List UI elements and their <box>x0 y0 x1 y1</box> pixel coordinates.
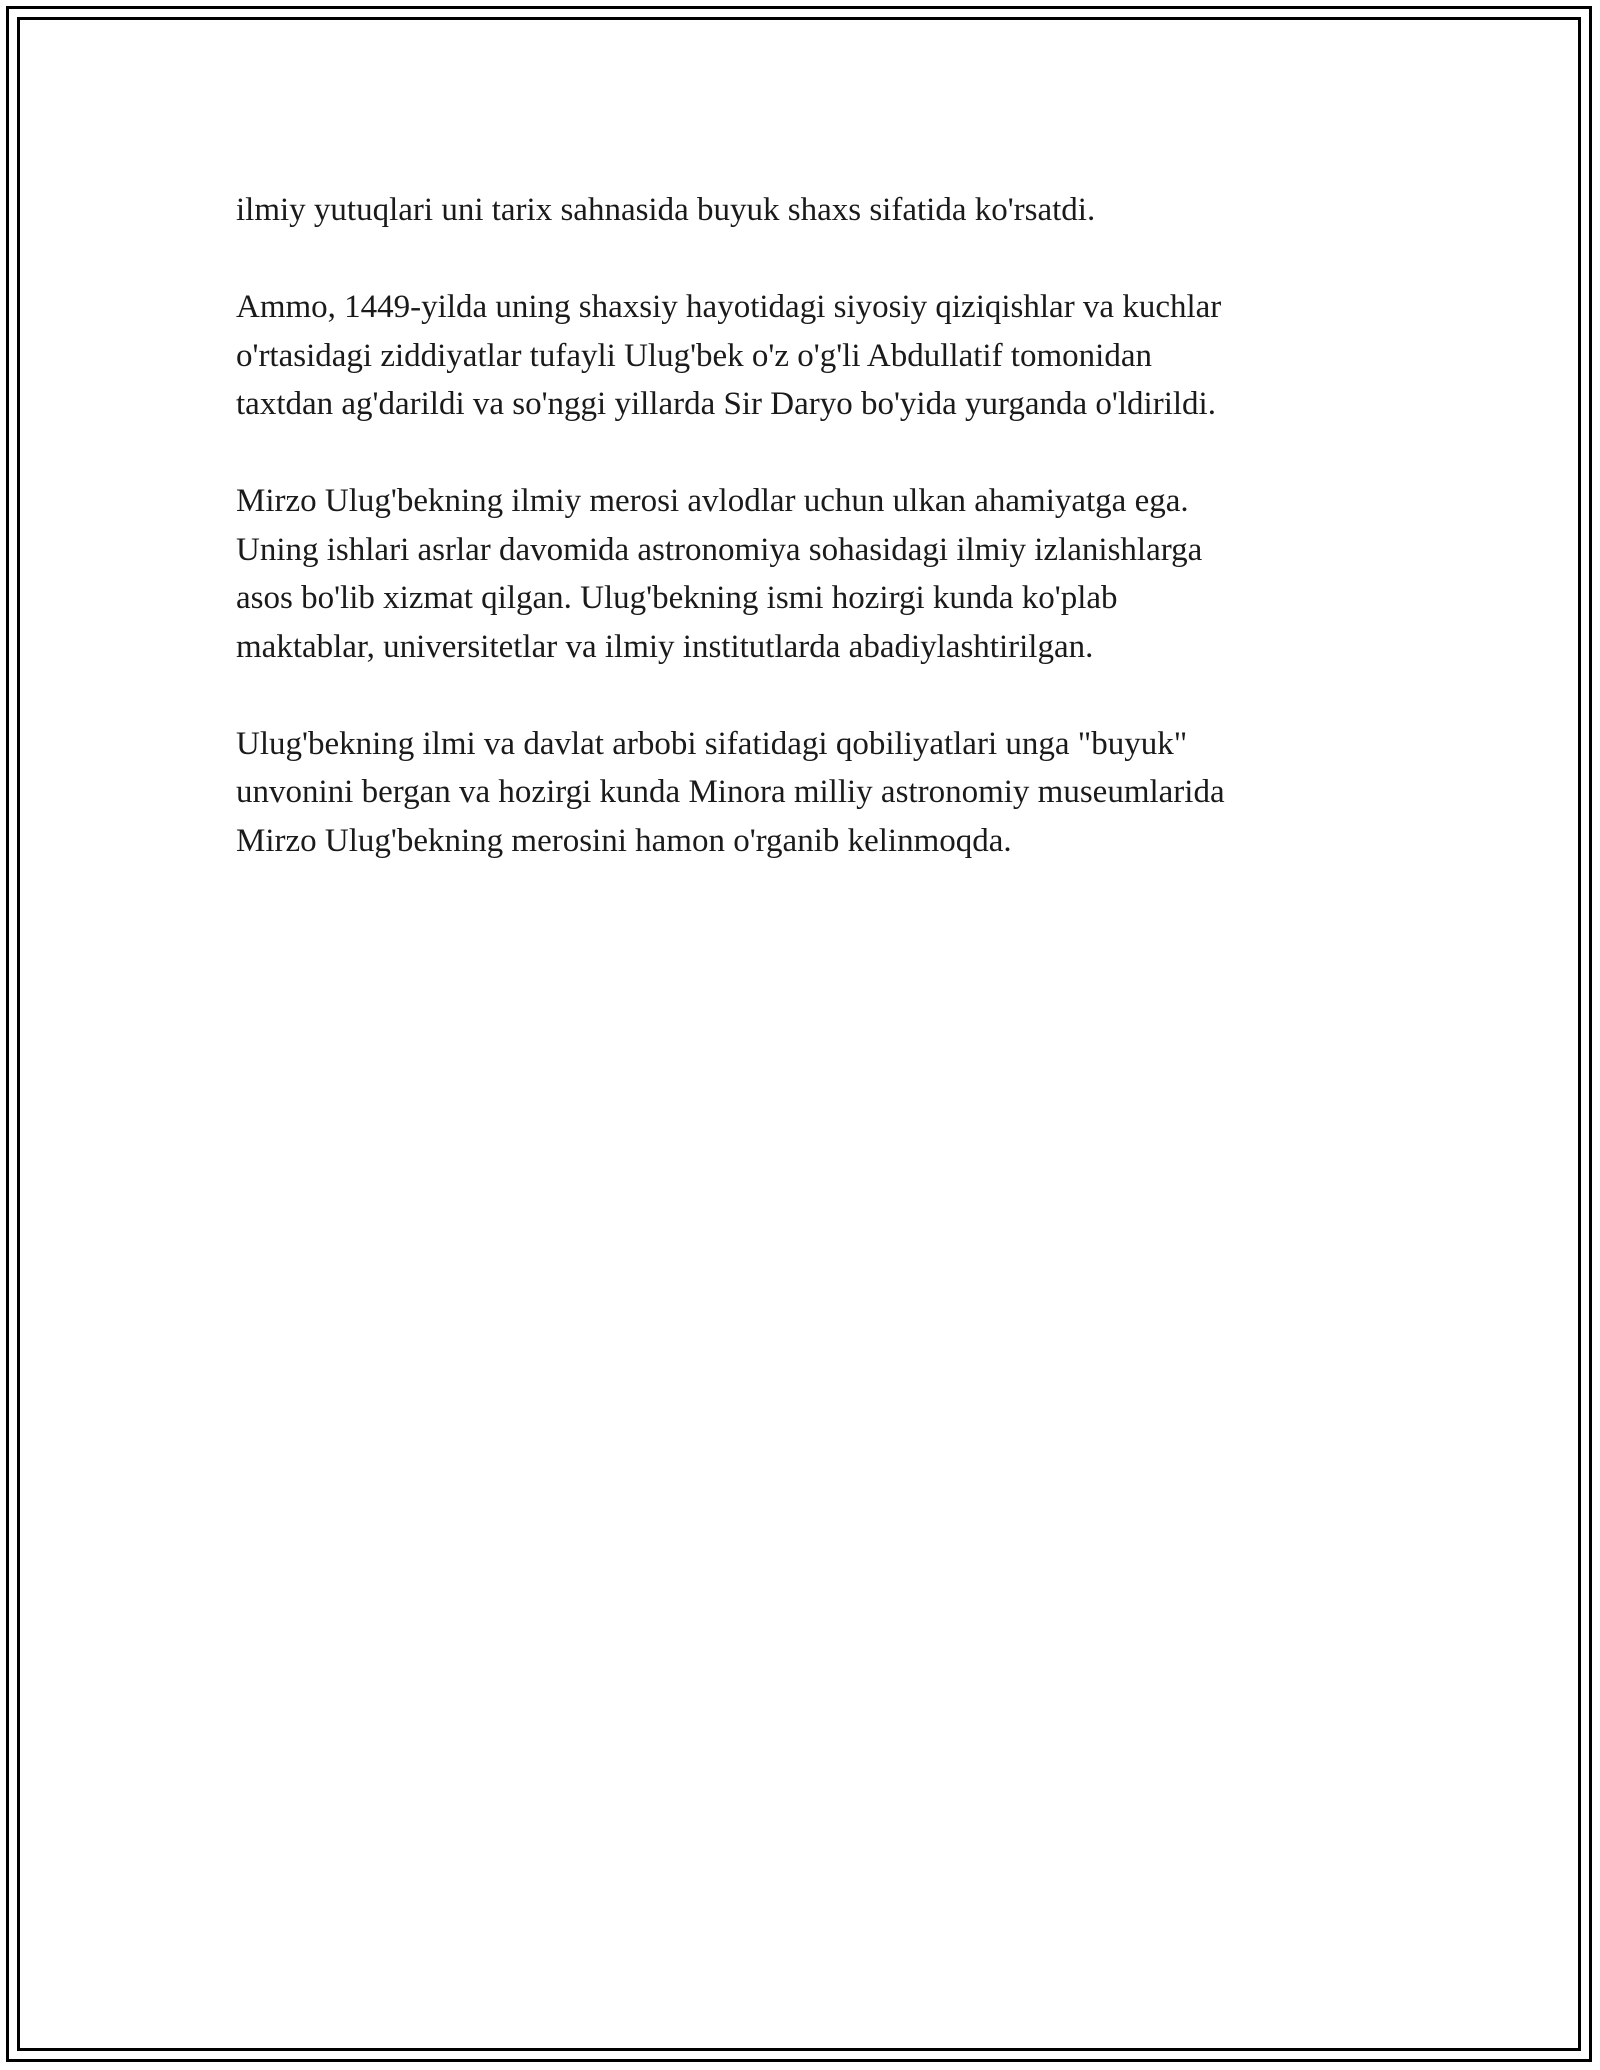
paragraph: ilmiy yutuqlari uni tarix sahnasida buyuk shaxs sifatida ko'rsatdi. <box>236 192 1096 228</box>
document-body <box>236 186 1366 914</box>
paragraph: Mirzo Ulug'bekning ilmiy merosi avlodlar uchun ulkan ahamiyatga ega. Uning ishlari asrlar davomida astronomiya sohasidagi ilmiy izlanishlarga asos bo'lib xizmat qilgan. Ulug'bekning ismi hozirgi kunda ko'plab maktablar, universitetlar va ilmiy institutlarda abadiylashtirilgan. <box>236 483 1203 665</box>
paragraph: Ammo, 1449-yilda uning shaxsiy hayotidagi siyosiy qiziqishlar va kuchlar o'rtasidagi ziddiyatlar tufayli Ulug'bek o'z o'g'li Abdullatif tomonidan taxtdan ag'darildi va so'nggi yillarda Sir Daryo bo'yida yurganda o'ldirildi. <box>236 289 1222 422</box>
paragraph: Ulug'bekning ilmi va davlat arbobi sifatidagi qobiliyatlari unga "buyuk" unvonini bergan va hozirgi kunda Minora milliy astronomiy museumlarida Mirzo Ulug'bekning merosini hamon o'rganib kelinmoqda. <box>236 725 1225 859</box>
